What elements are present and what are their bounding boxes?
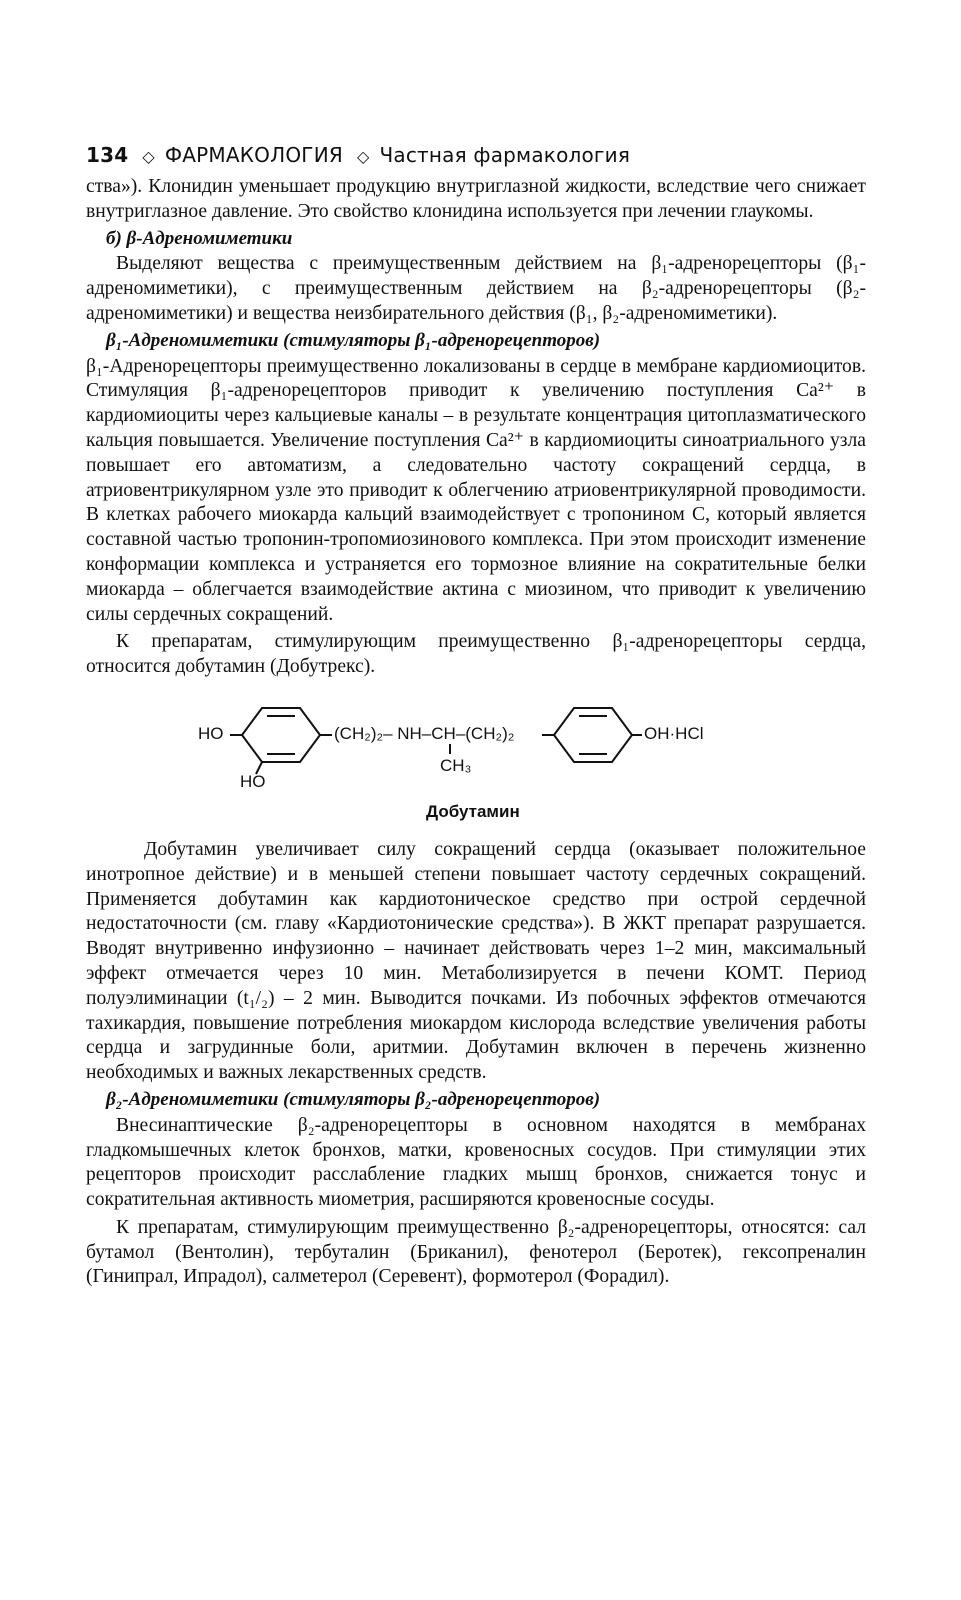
dobutamine-structure	[86, 692, 866, 832]
header-section: ФАРМАКОЛОГИЯ	[164, 143, 343, 167]
formula-caption: Добутамин	[426, 801, 520, 821]
paragraph-clonidine: ства»). Клонидин уменьшает продукцию внутриглазной жидкости, вследствие чего снижает внутриглазное давление. Это свойство клонидина используется при лечении глаукомы.	[86, 176, 866, 222]
header-subsection: Частная фармакология	[379, 143, 631, 167]
hydroxyl-bottom-label: HO	[240, 771, 266, 791]
paragraph-dobutamine-effects: Добутамин увеличивает силу сокращений сердца (оказывает положительное инотропное действие) и в меньшей степени повышает частоту сердечных сокращений. Применяется добутамин как кардиотоническое средство при острой сердечной недостаточности (см. главу «Кардиотонические средства»). В ЖКТ препарат разрушается. Вводят внутривенно инфузионно – начинает действовать через 1–2 мин, максимальный эффект отмечается через 10 мин. Метаболизируется в печени КОМТ. Период полуэлиминации (t₁/₂) – 2 мин. Выводится почками. Из побочных эффектов отмечаются тахикардия, повышение потребления миокардом кислорода вследствие увеличения работы сердца и загрудинные боли, аритмии. Добутамин включен в перечень жизненно необходимых и важных лекарственных средств.	[86, 838, 866, 1084]
side-chain-label: (CH₂)₂– NH–CH–(CH₂)₂	[334, 723, 515, 743]
page-number: 134	[86, 143, 129, 167]
paragraph-beta2-receptors: Внесинаптические β₂-адренорецепторы в основном находятся в мембранах гладкомышечных клеток бронхов, матки, кровеносных сосудов. При стимуляции этих рецепторов происходит расслабление гладких мышц бронхов, снижается тонус и сократительная активность миометрия, расширяются кровеносные сосуды.	[86, 1114, 866, 1211]
paragraph-beta2-drugs: К препаратам, стимулирующим преимущественно β₂-адренорецепторы, относятся: сал бутамол (Вентолин), тербуталин (Бриканил), фенотерол (Беротек), гексопреналин (Гинипрал, Ипрадол), салметерол (Серевент), формотерол (Форадил).	[86, 1216, 866, 1288]
heading-beta2-adrenomimetics: β₂-Адреномиметики (стимуляторы β₂-адренорецепторов)	[106, 1088, 601, 1110]
running-header	[86, 143, 866, 175]
heading-beta1-adrenomimetics: β₁-Адреномиметики (стимуляторы β₁-адренорецепторов)	[106, 329, 601, 351]
paragraph-beta-overview: Выделяют вещества с преимущественным действием на β₁-адренорецепторы (β₁-адреномиметики), с преимущественным действием на β₂-адренорецепторы (β₂-адреномиметики) и вещества неизбирательного действия (β₁, β₂-адреномиметики).	[86, 253, 866, 324]
heading-beta-adrenomimetics: б) β-Адреномиметики	[106, 227, 293, 249]
hydrochloride-label: OH·HCl	[644, 723, 704, 743]
paragraph-dobutamine-intro: К препаратам, стимулирующим преимущественно β₁-адренорецепторы сердца, относится добутамин (Добутрекс).	[86, 631, 866, 678]
hydroxyl-top-label: HO	[198, 723, 224, 743]
paragraph-beta1-receptors: β₁-Адренорецепторы преимущественно локализованы в сердце в мембране кардиомиоцитов. Стимуляция β₁-адренорецепторов приводит к увеличению поступления Ca²⁺ в кардиомиоциты через кальциевые каналы – в результате концентрация цитоплазматического кальция повышается. Увеличение поступления Ca²⁺ в кардиомиоциты синоатриального узла повышает его автоматизм, а следовательно частоту сокращений сердца, в атриовентрикулярном узле это приводит к облегчению атриовентрикулярной проводимости. В клетках рабочего миокарда кальций взаимодействует с тропонином C, который является составной частью тропонин-тропомиозинового комплекса. При этом происходит изменение конформации комплекса и устраняется его тормозное влияние на сократительные белки миокарда – облегчается взаимодействие актина с миозином, что приводит к увеличению силы сердечных сокращений.	[86, 355, 866, 625]
book-page	[86, 143, 866, 1290]
diamond-icon: ◇	[356, 147, 370, 166]
diamond-icon: ◇	[142, 147, 155, 166]
methyl-label: CH₃	[440, 755, 472, 775]
